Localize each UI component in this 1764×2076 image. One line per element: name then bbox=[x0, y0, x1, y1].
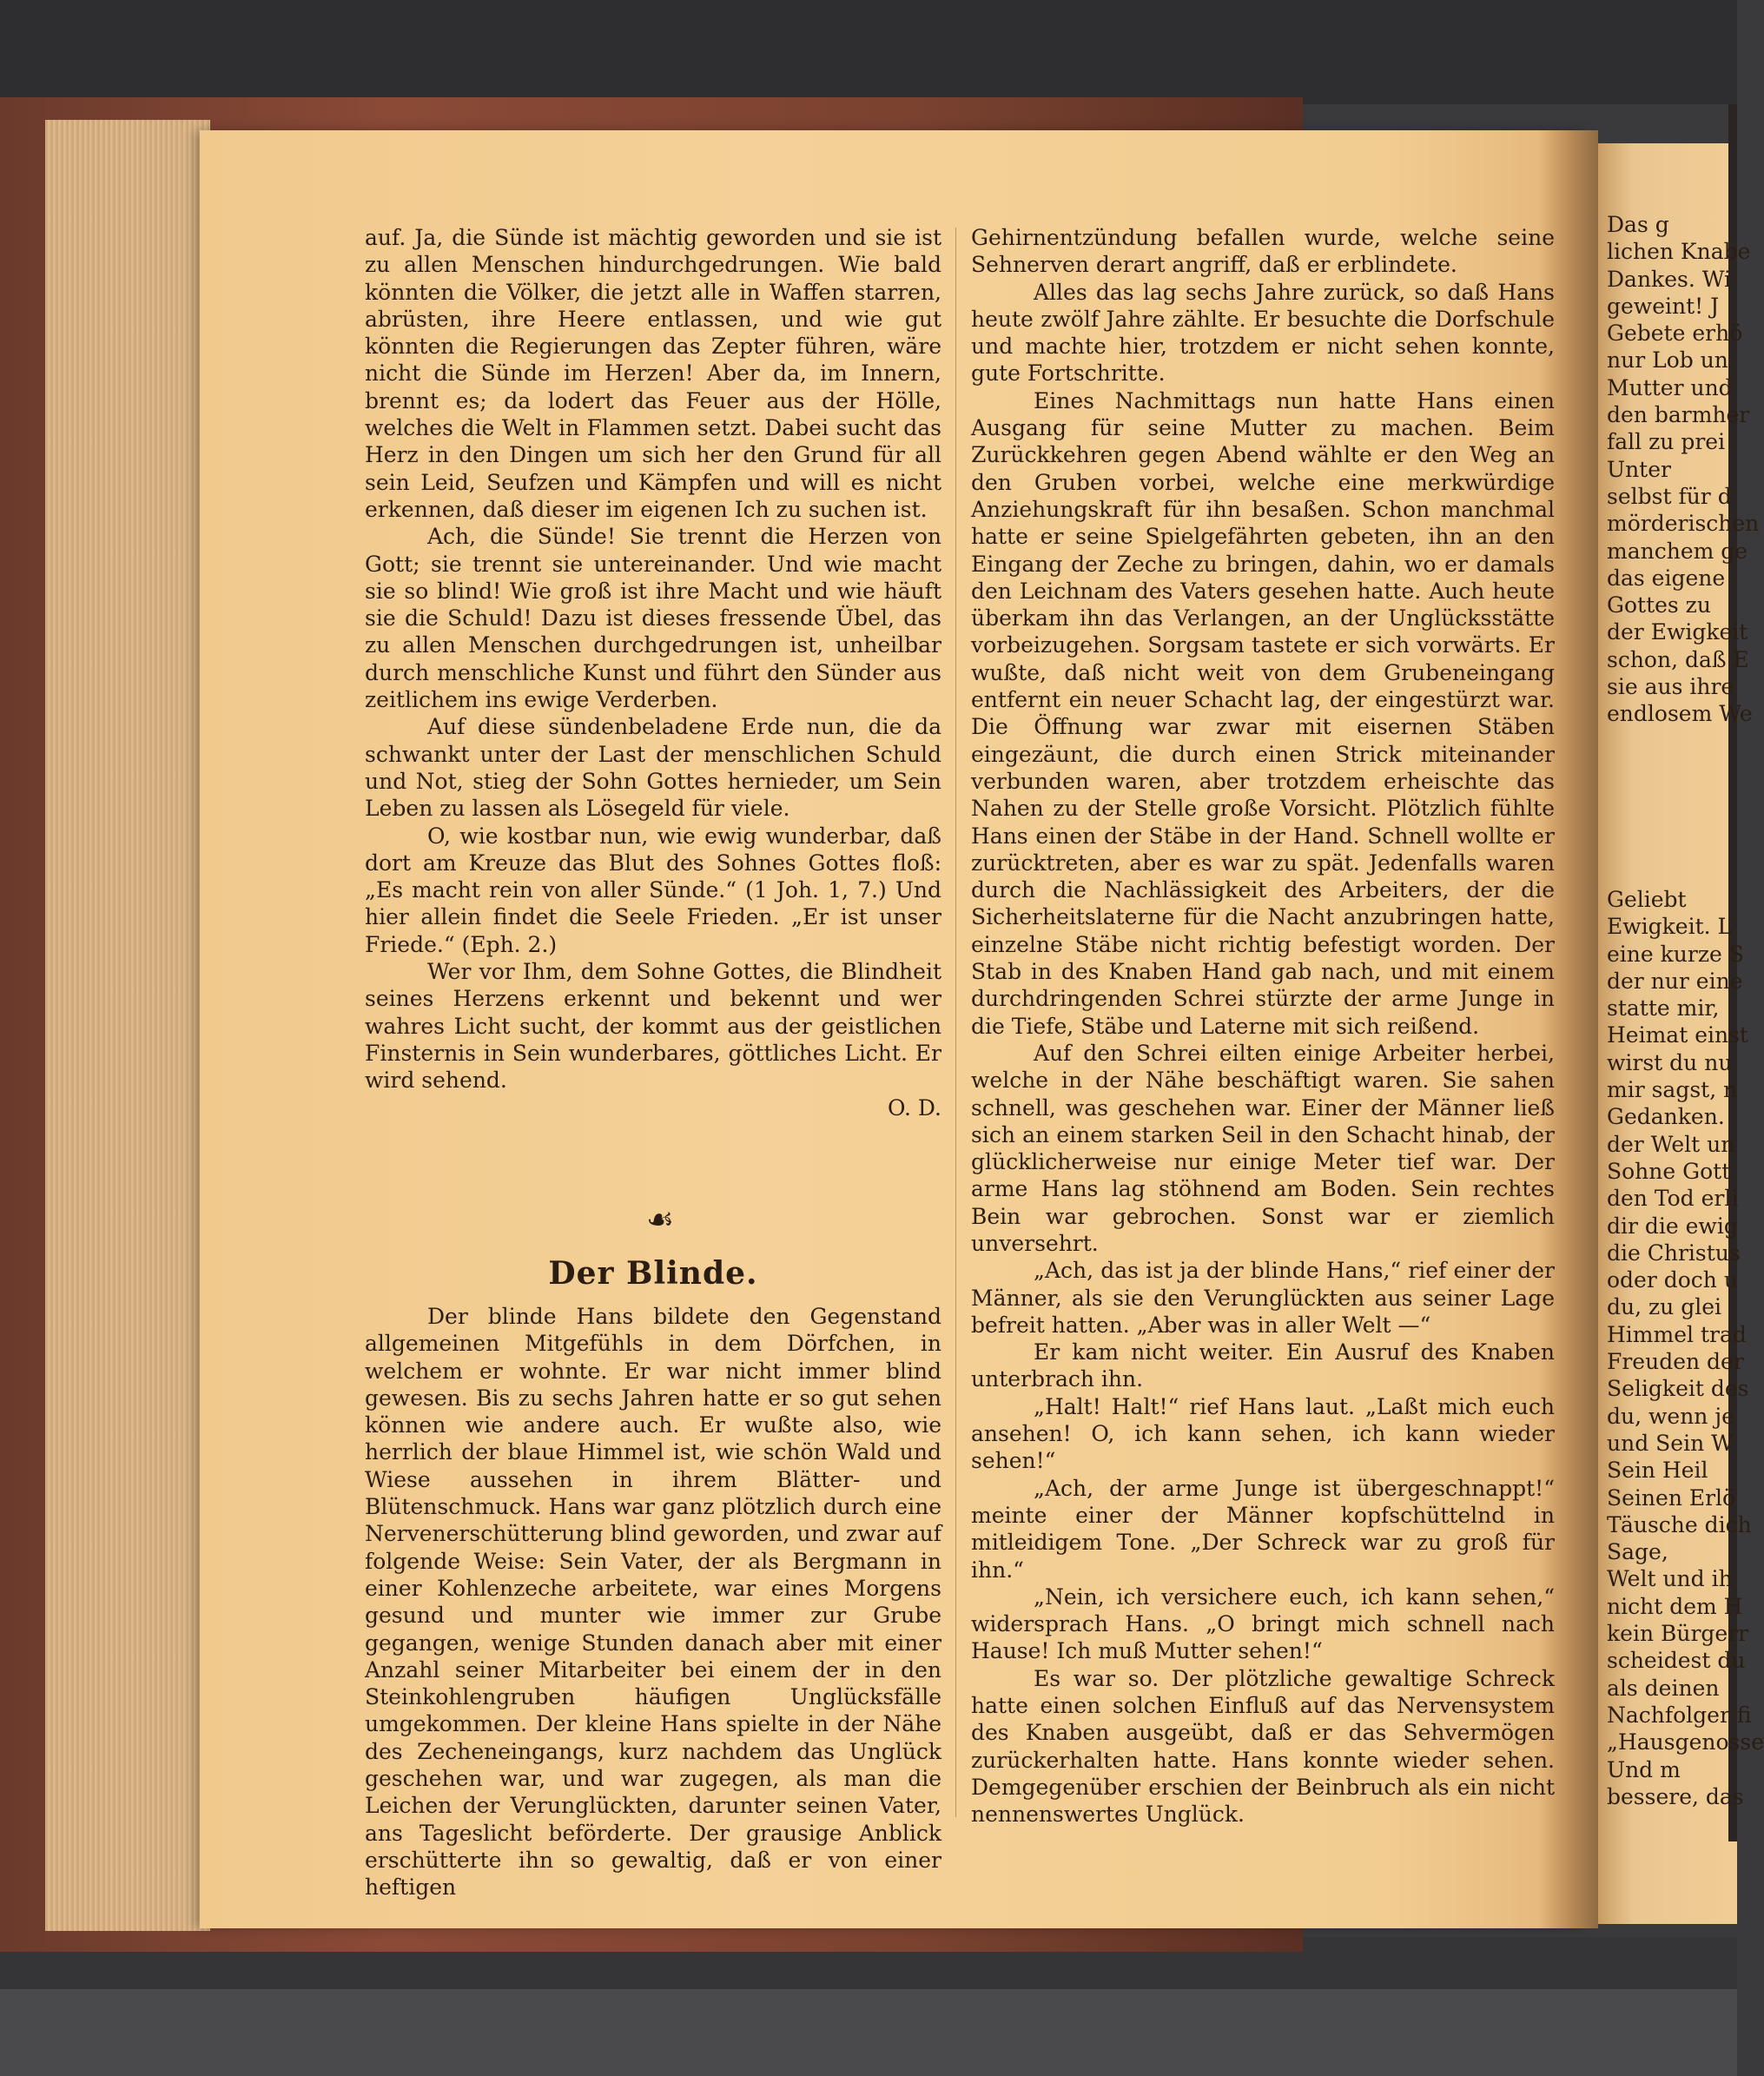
text-line: Gottes zu bbox=[1607, 592, 1711, 618]
text-line: mir sagst, n bbox=[1607, 1077, 1738, 1103]
text-line: Das g bbox=[1607, 212, 1669, 237]
article-title: Der Blinde. bbox=[548, 1255, 758, 1292]
text-line: Und m bbox=[1607, 1756, 1681, 1782]
text-line: Seligkeit des bbox=[1607, 1376, 1749, 1402]
page-edges bbox=[45, 120, 210, 1931]
text-line: sie aus ihre bbox=[1607, 674, 1734, 700]
text-line: fall zu prei bbox=[1607, 429, 1726, 455]
text-line: Dankes. Wi bbox=[1607, 266, 1731, 292]
text-line: eine kurze S bbox=[1607, 941, 1744, 967]
middle-column bbox=[971, 224, 1555, 1828]
text-line: Gebete erhö bbox=[1607, 321, 1743, 347]
paragraph: Er kam nicht weiter. Ein Ausruf des Knaben unterbrach ihn. bbox=[971, 1339, 1555, 1392]
paragraph: „Nein, ich versichere euch, ich kann sehen,“ widersprach Hans. „O bringt mich schnell nach Hause! Ich muß Mutter sehen!“ bbox=[971, 1583, 1555, 1664]
text-line: manchem ge bbox=[1607, 538, 1748, 564]
text-line: bessere, das bbox=[1607, 1783, 1744, 1809]
text-line: du, wenn je bbox=[1607, 1403, 1734, 1429]
paragraph: Wer vor Ihm, dem Sohne Gottes, die Blindheit seines Herzens erkennt und bekennt und wer wahres Licht sucht, der kommt aus der geistlichen Finsternis in Sein wunderbares, göttliches Licht. Er wird sehend. bbox=[365, 959, 941, 1094]
left-column-bottom bbox=[365, 1303, 941, 1901]
text-line: Nachfolger fi bbox=[1607, 1702, 1752, 1728]
text-line: Freuden der bbox=[1607, 1349, 1744, 1375]
text-line: statte mir, bbox=[1607, 995, 1720, 1021]
text-line: Mutter und bbox=[1607, 374, 1733, 400]
text-line: das eigene bbox=[1607, 565, 1726, 591]
text-line: du, zu glei bbox=[1607, 1294, 1722, 1320]
text-line: den Tod erli bbox=[1607, 1186, 1739, 1212]
scanner-background-top bbox=[0, 0, 1737, 104]
text-line: selbst für d bbox=[1607, 483, 1732, 509]
right-page-column-bottom bbox=[1607, 886, 1764, 1810]
text-line: scheidest du bbox=[1607, 1648, 1746, 1674]
text-line: Himmel trad bbox=[1607, 1321, 1747, 1347]
text-line: Sage, bbox=[1607, 1539, 1668, 1565]
right-page-column-top bbox=[1607, 211, 1760, 728]
text-line: mörderischen bbox=[1607, 511, 1760, 537]
text-line: den barmher bbox=[1607, 402, 1750, 428]
text-line: Gedanken. bbox=[1607, 1104, 1725, 1130]
paragraph: Auf diese sündenbeladene Erde nun, die da schwankt unter der Last der menschlichen Schuld und Not, stieg der Sohn Gottes hernieder, um Sein Leben zu lassen als Lösegeld für viele. bbox=[365, 714, 941, 822]
paragraph: O, wie kostbar nun, wie ewig wunderbar, daß dort am Kreuze das Blut des Sohnes Gottes floß: „Es macht rein von aller Sünde.“ (1 Joh. 1, 7.) Und hier allein findet die Seele Frieden. „Er ist unser Friede.“ (Eph. 2.) bbox=[365, 823, 941, 957]
text-line: der Welt un bbox=[1607, 1131, 1735, 1157]
text-line: der nur eine bbox=[1607, 968, 1743, 994]
text-line: Welt und ih bbox=[1607, 1566, 1733, 1592]
paragraph: auf. Ja, die Sünde ist mächtig geworden und sie ist zu allen Menschen hindurchgedrungen. Wie bald könnten die Völker, die jetzt alle in Waffen starren, abrüsten, ihre Heere entlassen, und wie gut könnten die Regierungen das Zepter führen, wäre nicht die Sünde im Herzen! Aber da, im Innern, brennt es; da lodert das Feuer aus der Hölle, welches die Welt in Flammen setzt. Dabei sucht das Herz in den Dingen um sich her den Grund für all sein Leid, Seufzen und Kämpfen und will es nicht erkennen, daß dieser im eigenen Ich zu suchen ist. bbox=[365, 225, 941, 522]
text-line: geweint! J bbox=[1607, 293, 1720, 319]
text-line: und Sein W bbox=[1607, 1430, 1734, 1456]
left-column-top bbox=[365, 224, 941, 1121]
paragraph: Alles das lag sechs Jahre zurück, so daß Hans heute zwölf Jahre zählte. Er besuchte die Dorfschule und machte hier, trotzdem er nicht sehen konnte, gute Fortschritte. bbox=[971, 279, 1555, 387]
column-divider bbox=[955, 228, 956, 1817]
scanner-background-band bbox=[0, 1989, 1737, 2076]
paragraph: „Ach, der arme Junge ist übergeschnappt!“ meinte einer der Männer kopfschüttelnd in mitleidigem Tone. „Der Schreck war zu groß für ihn.“ bbox=[971, 1475, 1555, 1583]
text-line: endlosem We bbox=[1607, 701, 1753, 727]
paragraph: „Ach, das ist ja der blinde Hans,“ rief einer der Männer, als sie den Verunglückten aus seiner Lage befreit hatten. „Aber was in aller Welt —“ bbox=[971, 1258, 1555, 1338]
text-line: Heimat einst bbox=[1607, 1022, 1748, 1048]
separator-ornament-icon: ☙ bbox=[645, 1202, 675, 1238]
text-line: „Hausgenosse bbox=[1607, 1729, 1764, 1755]
text-line: nicht dem H bbox=[1607, 1593, 1743, 1619]
text-line: Geliebt bbox=[1607, 887, 1687, 912]
paragraph: Gehirnentzündung befallen wurde, welche seine Sehnerven derart angriff, daß er erblindete. bbox=[971, 225, 1555, 278]
text-line: dir die ewig bbox=[1607, 1213, 1738, 1239]
text-line: als deinen bbox=[1607, 1675, 1720, 1701]
paragraph: Ach, die Sünde! Sie trennt die Herzen von Gott; sie trennt sie untereinander. Und wie macht sie so blind! Wie groß ist ihre Macht und wie häuft sie die Schuld! Dazu ist dieses fressende Übel, das zu allen Menschen durchgedrungen ist, unheilbar durch menschliche Kunst und führt den Sünder aus zeitlichem ins ewige Verderben. bbox=[365, 524, 941, 713]
text-line: nur Lob un bbox=[1607, 347, 1728, 374]
text-line: Sohne Gott bbox=[1607, 1158, 1731, 1184]
text-line: Täusche dich bbox=[1607, 1511, 1752, 1537]
paragraph: Der blinde Hans bildete den Gegenstand allgemeinen Mitgefühls in dem Dörfchen, in welchem er wohnte. Er war nicht immer blind gewesen. Bis zu sechs Jahren hatte er so gut sehen können wie andere auch. Er wußte also, wie herrlich der blaue Himmel ist, wie schön Wald und Wiese aussehen in ihrem Blätter- und Blütenschmuck. Hans war ganz plötzlich durch eine Nervenerschütterung blind geworden, und zwar auf folgende Weise: Sein Vater, der als Bergmann in einer Kohlenzeche arbeitete, war eines Morgens gesund und munter wie immer zur Grube gegangen, wenige Stunden danach aber mit einer Anzahl seiner Mitarbeiter bei einem der in den Steinkohlengruben häufigen Unglücksfälle umgekommen. Der kleine Hans spielte in der Nähe des Zecheneingangs, kurz nachdem das Unglück geschehen war, und war zugegen, als man die Leichen der Verunglückten, darunter seinen Vater, ans Tageslicht beförderte. Der grausige Anblick erschütterte ihn so gewaltig, daß er von einer heftigen bbox=[365, 1304, 941, 1901]
text-line: wirst du nu bbox=[1607, 1049, 1733, 1075]
text-line: lichen Knabe bbox=[1607, 239, 1751, 265]
paragraph: Es war so. Der plötzliche gewaltige Schreck hatte einen solchen Einfluß auf das Nervensystem des Knaben ausgeübt, daß er das Sehvermögen zurückerhalten hatte. Hans konnte wieder sehen. Demgegenüber erschien der Beinbruch als ein nicht nennenswertes Unglück. bbox=[971, 1665, 1555, 1828]
text-line: die Christus bbox=[1607, 1240, 1741, 1266]
text-line: kein Bürgerr bbox=[1607, 1621, 1749, 1647]
paragraph: „Halt! Halt!“ rief Hans laut. „Laßt mich euch ansehen! O, ich kann sehen, ich kann wieder sehen!“ bbox=[971, 1393, 1555, 1474]
paragraph: Auf den Schrei eilten einige Arbeiter herbei, welche in der Nähe beschäftigt waren. Sie sahen schnell, was geschehen war. Einer der Männer ließ sich an einem starken Seil in den Schacht hinab, der glücklicherweise nur einige Meter tief war. Der arme Hans lag stöhnend am Boden. Sein rechtes Bein war gebrochen. Sonst war er ziemlich unversehrt. bbox=[971, 1040, 1555, 1256]
text-line: Seinen Erlö bbox=[1607, 1484, 1736, 1511]
text-line: Sein Heil bbox=[1607, 1458, 1708, 1484]
paragraph: Eines Nachmittags nun hatte Hans einen Ausgang für seine Mutter zu machen. Beim Zurückkehren gegen Abend wählte er den Weg an den Gruben vorbei, welche eine merkwürdige Anziehungskraft für ihn besaßen. Schon manchmal hatte er seine Spielgefährten gebeten, ihn an den Eingang der Zeche zu bringen, dahin, wo er damals den Leichnam des Vaters gesehen hatte. Auch heute überkam ihn das Verlangen, an der Unglücksstätte vorbeizugehen. Sorgsam tastete er sich vorwärts. Er wußte, daß nicht weit von dem Grubeneingang entfernt ein neuer Schacht lag, der eingestürzt war. Die Öffnung war zwar mit eisernen Stäben eingezäunt, die durch einen Strick miteinander verbunden waren, aber trotzdem erheischte das Nahen zu der Stelle große Vorsicht. Plötzlich fühlte Hans einen der Stäbe in der Hand. Schnell wollte er zurücktreten, aber es war zu spät. Jedenfalls waren durch die Nachlässigkeit des Arbeiters, der die Sicherheitslaterne für die Nacht anzubringen hatte, einzelne Stäbe nicht richtig befestigt worden. Der Stab in des Knaben Hand gab nach, und mit einem durchdringenden Schrei stürzte der arme Junge in die Tiefe, Stäbe und Laterne mit sich reißend. bbox=[971, 387, 1555, 1039]
text-line: der Ewigkeit bbox=[1607, 619, 1748, 645]
text-line: Ewigkeit. L bbox=[1607, 914, 1733, 940]
text-line: schon, daß E bbox=[1607, 646, 1749, 672]
author-signature: O. D. bbox=[887, 1094, 941, 1121]
text-line: Unter bbox=[1607, 456, 1671, 482]
text-line: oder doch u bbox=[1607, 1267, 1738, 1293]
